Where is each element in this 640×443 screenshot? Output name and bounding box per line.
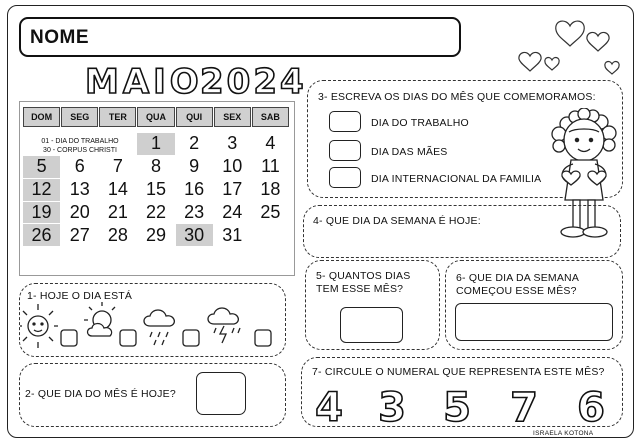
calendar-notes: [25, 137, 135, 155]
author-credit: ISRAELA KOTONA: [533, 430, 594, 437]
weekday-sex: SEX: [214, 107, 251, 127]
calendar-day: 12: [23, 179, 60, 201]
calendar-day: 24: [222, 201, 243, 222]
calendar-day: 14: [107, 179, 128, 200]
weekday-dom: DOM: [23, 107, 60, 127]
calendar-day: 30: [176, 224, 213, 246]
calendar-title: [80, 57, 310, 102]
calendar-day: 23: [184, 201, 205, 222]
question-4-panel: [303, 205, 621, 258]
weather-options: [20, 298, 280, 356]
numeral-option[interactable]: 4: [315, 385, 343, 427]
calendar-day: 21: [107, 201, 128, 222]
celebration-label: DIA DO TRABALHO: [371, 117, 469, 129]
partly-sunny-icon: [84, 302, 115, 336]
calendar-day: 29: [145, 224, 166, 245]
answer-box[interactable]: [329, 111, 361, 132]
rain-cloud-icon: [144, 310, 174, 345]
name-label: NOME: [30, 27, 89, 48]
numeral-option[interactable]: 6: [577, 385, 605, 427]
calendar-note: 01 - DIA DO TRABALHO: [41, 138, 119, 145]
hearts-icon: [500, 14, 635, 79]
calendar-empty-cell: [99, 247, 136, 269]
weekday-seg: SEG: [61, 107, 98, 127]
weekday-sab: SAB: [252, 107, 289, 127]
calendar-day: 3: [227, 133, 238, 154]
calendar-day: 13: [69, 179, 90, 200]
calendar-empty-cell: [137, 247, 174, 269]
calendar-day: 27: [69, 224, 90, 245]
calendar-weekday-header: [23, 107, 289, 127]
weekday-qui: QUI: [176, 107, 213, 127]
calendar-day: 9: [189, 156, 200, 177]
calendar-empty-cell: [252, 224, 289, 246]
calendar-day: 8: [150, 156, 161, 177]
numeral-option[interactable]: 7: [510, 385, 538, 427]
calendar-day: 28: [107, 224, 128, 245]
calendar-day: 2: [189, 133, 200, 154]
title-year: 2024: [200, 62, 307, 102]
calendar-day: 22: [145, 201, 166, 222]
calendar-empty-cell: [214, 247, 251, 269]
storm-cloud-icon: [208, 308, 240, 343]
calendar-empty-cell: [61, 247, 98, 269]
calendar-empty-cell: [23, 247, 60, 269]
calendar-day: 4: [265, 133, 276, 154]
calendar-day: 11: [261, 156, 280, 177]
calendar-day: 1: [137, 133, 174, 155]
calendar-note: 30 - CORPUS CHRISTI: [43, 147, 117, 154]
question-6-title: 6- QUE DIA DA SEMANA COMEÇOU ESSE MÊS?: [456, 272, 579, 297]
question-1-title: 1- HOJE O DIA ESTÁ: [27, 290, 133, 302]
calendar-day: 18: [260, 179, 281, 200]
question-2-title: 2- QUE DIA DO MÊS É HOJE?: [25, 388, 176, 400]
numeral-option[interactable]: 5: [443, 385, 471, 427]
calendar-day: 17: [222, 179, 243, 200]
calendar-day: 7: [112, 156, 123, 177]
checkbox[interactable]: [255, 330, 271, 346]
question-7-title: 7- CIRCULE O NUMERAL QUE REPRESENTA ESTE MÊS?: [312, 366, 605, 378]
calendar-day: 15: [145, 179, 166, 200]
calendar-day: 5: [23, 156, 60, 178]
calendar-day: 25: [260, 201, 281, 222]
calendar-empty-cell: [252, 247, 289, 269]
question-4-title: 4- QUE DIA DA SEMANA É HOJE:: [313, 215, 481, 227]
numeral-options: [301, 375, 623, 427]
answer-box[interactable]: [329, 167, 361, 188]
answer-box[interactable]: [196, 372, 246, 415]
question-3-title: 3- ESCREVA OS DIAS DO MÊS QUE COMEMORAMOS:: [318, 91, 596, 103]
weekday-qua: QUA: [137, 107, 174, 127]
calendar-day: 31: [222, 224, 243, 245]
question-5-title: 5- QUANTOS DIAS TEM ESSE MÊS?: [316, 270, 411, 295]
answer-box[interactable]: [340, 307, 403, 343]
answer-box[interactable]: [455, 303, 613, 341]
celebration-label: DIA DAS MÃES: [371, 146, 448, 158]
calendar-day: 19: [23, 202, 60, 224]
checkbox[interactable]: [183, 330, 199, 346]
numeral-option[interactable]: 3: [378, 385, 406, 427]
answer-box[interactable]: [329, 140, 361, 161]
checkbox[interactable]: [61, 330, 77, 346]
celebration-label: DIA INTERNACIONAL DA FAMILIA: [371, 173, 542, 185]
calendar-day: 6: [74, 156, 85, 177]
calendar-day: 26: [23, 224, 60, 246]
weekday-ter: TER: [99, 107, 136, 127]
title-month: MAIO: [85, 62, 203, 102]
calendar-empty-cell: [176, 247, 213, 269]
checkbox[interactable]: [120, 330, 136, 346]
calendar-day: 10: [222, 156, 243, 177]
sun-icon: [20, 304, 58, 348]
calendar-day: 16: [184, 179, 205, 200]
calendar-day: 20: [69, 201, 90, 222]
